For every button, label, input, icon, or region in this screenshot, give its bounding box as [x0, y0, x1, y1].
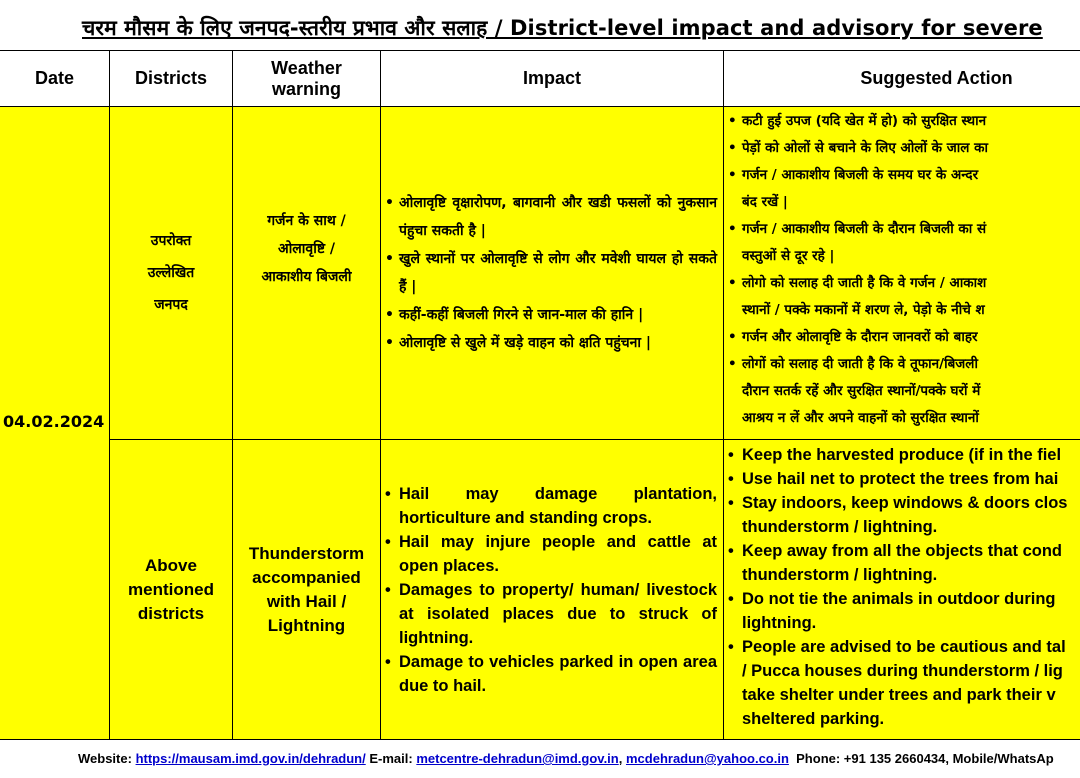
districts-line: Above [145, 555, 197, 575]
table-row-hindi [0, 107, 1080, 440]
list-item: • Hail may damage plantation, horticulture and standing crops. [385, 482, 717, 530]
impact-cell-hindi [381, 107, 724, 440]
header-warning-line2: warning [271, 78, 341, 99]
warning-line: आकाशीय बिजली [261, 269, 352, 285]
warning-cell-english [233, 440, 381, 740]
impact-cell-english [381, 440, 724, 740]
header-impact: Impact [381, 51, 724, 107]
list-item-continuation: बंद रखें | [742, 194, 788, 210]
warning-line: गर्जन के साथ / [267, 213, 346, 229]
districts-line: districts [137, 603, 205, 623]
warning-line: Lightning [267, 615, 346, 635]
header-warning-line1: Weather [271, 57, 342, 78]
list-item-continuation: दौरान सतर्क रहें और सुरक्षित स्थानों/पक्के घरों में [742, 383, 981, 399]
email-separator: , [618, 751, 623, 766]
list-item: • Damages to property/ human/ livestock at isolated places due to struck of lightning. [385, 578, 717, 650]
list-item: • ओलावृष्टि से खुले में खड़े वाहन को क्षति पहुंचना | [385, 329, 717, 357]
header-row [0, 51, 1080, 107]
list-item: • कटी हुई उपज (यदि खेत में हो) को सुरक्षित स्थान [728, 108, 1080, 135]
email-link-primary[interactable]: metcentre-dehradun@imd.gov.in [416, 751, 619, 766]
warning-line: Thunderstorm [248, 543, 365, 563]
list-item-continuation: sheltered parking. [742, 710, 885, 728]
actions-cell-hindi [724, 107, 1080, 440]
list-item: • Stay indoors, keep windows & doors clos [728, 491, 1080, 515]
list-item-continuation: आश्रय न लें और अपने वाहनों को सुरक्षित स्थानों [742, 410, 979, 426]
list-item-continuation: lightning. [742, 614, 817, 632]
date-cell [0, 107, 110, 740]
list-item-continuation: thunderstorm / lightning. [742, 566, 938, 584]
page-title: चरम मौसम के लिए जनपद-स्तरीय प्रभाव और सलाह / District-level impact and advisory for severe [82, 16, 1043, 40]
list-item-continuation: स्थानों / पक्के मकानों में शरण ले, पेड़ो के नीचे श [742, 302, 985, 318]
list-item: • Do not tie the animals in outdoor during [728, 587, 1080, 611]
email-link-secondary[interactable]: mcdehradun@yahoo.co.in [625, 751, 789, 766]
districts-line: उपरोक्त [150, 233, 192, 249]
actions-cell-english [724, 440, 1080, 740]
list-item: • गर्जन और ओलावृष्टि के दौरान जानवरों को बाहर [728, 324, 1080, 351]
website-link[interactable]: https://mausam.imd.gov.in/dehradun/ [135, 751, 366, 766]
list-item-continuation: thunderstorm / lightning. [742, 518, 938, 536]
districts-cell-english [110, 440, 233, 740]
districts-line: जनपद [154, 297, 188, 313]
phone-info: Phone: +91 135 2660434, Mobile/WhatsAp [796, 751, 1054, 766]
warning-line: ओलावृष्टि / [277, 241, 335, 257]
header-date: Date [0, 51, 110, 107]
list-item: • Hail may injure people and cattle at open places. [385, 530, 717, 578]
email-label: E-mail: [369, 751, 413, 766]
warning-cell-hindi [233, 107, 381, 440]
list-item: • Damage to vehicles parked in open area due to hail. [385, 650, 717, 698]
districts-line: उल्लेखित [147, 265, 195, 281]
list-item: • लोगों को सलाह दी जाती है कि वे तूफान/बिजली [728, 351, 1080, 378]
list-item: • पेड़ों को ओलों से बचाने के लिए ओलों के जाल का [728, 135, 1080, 162]
list-item-continuation: take shelter under trees and park their v [742, 686, 1056, 704]
list-item: • ओलावृष्टि वृक्षारोपण, बागवानी और खडी फसलों को नुकसान पंहुचा सकती है | [385, 189, 717, 245]
list-item-continuation: / Pucca houses during thunderstorm / lig [742, 662, 1063, 680]
list-item: • Keep away from all the objects that cond [728, 539, 1080, 563]
footer [78, 751, 1054, 766]
advisory-table [0, 50, 1080, 740]
header-districts: Districts [110, 51, 233, 107]
warning-line: accompanied [252, 567, 361, 587]
list-item: • People are advised to be cautious and tal [728, 635, 1080, 659]
date-value: 04.02.2024 [3, 412, 105, 431]
header-warning [233, 51, 381, 107]
list-item-continuation: वस्तुओं से दूर रहे | [742, 248, 835, 264]
list-item: • Keep the harvested produce (if in the fiel [728, 443, 1080, 467]
website-label: Website: [78, 751, 132, 766]
list-item: • गर्जन / आकाशीय बिजली के समय घर के अन्दर [728, 162, 1080, 189]
table-row-english [0, 440, 1080, 740]
districts-cell-hindi [110, 107, 233, 440]
list-item: • लोगो को सलाह दी जाती है कि वे गर्जन / आकाश [728, 270, 1080, 297]
header-actions: Suggested Action [724, 51, 1080, 107]
warning-line: with Hail / [266, 591, 347, 611]
list-item: • खुले स्थानों पर ओलावृष्टि से लोग और मवेशी घायल हो सकते हैं | [385, 245, 717, 301]
districts-line: mentioned [128, 579, 214, 599]
list-item: • Use hail net to protect the trees from hai [728, 467, 1080, 491]
list-item: • कहीं-कहीं बिजली गिरने से जान-माल की हानि | [385, 301, 717, 329]
list-item: • गर्जन / आकाशीय बिजली के दौरान बिजली का सं [728, 216, 1080, 243]
